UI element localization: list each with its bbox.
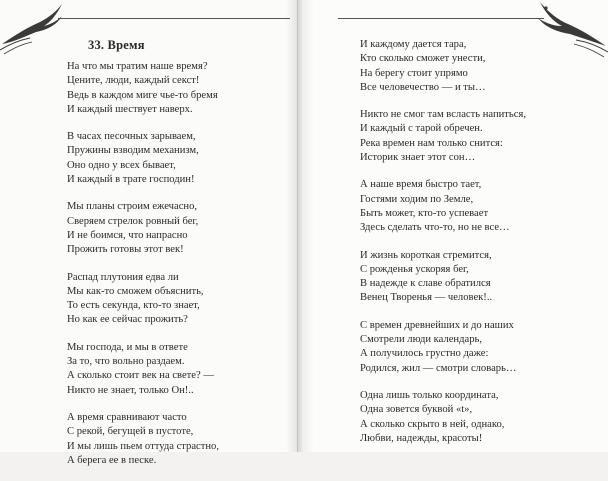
poem-line: Мы господа, и мы в ответе — [67, 341, 188, 353]
poem-line: А сколько скрыто в ней, однако, — [360, 418, 505, 430]
stanza — [67, 271, 219, 328]
poem-line: Пружины взводим механизм, — [67, 145, 199, 157]
poem-line: Никто не смог там всласть напиться, — [360, 109, 526, 121]
poem-line: И каждый в трате господин! — [67, 174, 195, 186]
poem-line: Гостями ходим по Земле, — [360, 193, 474, 205]
poem-line: Кто сколько сможет унести, — [360, 53, 486, 65]
poem-line: Прожить готовы этот век! — [67, 244, 184, 256]
poem-line: С рожденья ускоряя бег, — [360, 263, 469, 275]
poem-line: На что мы тратим наше время? — [67, 61, 208, 72]
poem-line: Одна лишь только координата, — [360, 389, 499, 401]
poem-line: Мы планы строим ежечасно, — [67, 201, 198, 213]
poem-line: Здесь сделать что-то, но не все… — [360, 222, 510, 234]
stanza — [360, 389, 526, 446]
swallow-ornament-left-icon — [0, 0, 64, 56]
stanza — [360, 108, 526, 165]
poem-line: Ведь в каждом миге чье-то бремя — [67, 89, 218, 101]
poem-line: В часах песочных зарываем, — [67, 131, 196, 143]
poem-line: И мы лишь пьем оттуда страстно, — [67, 440, 219, 452]
poem-line: А берега ее в песке. — [67, 454, 157, 466]
poem-line: Родился, жил — смотри словарь… — [360, 362, 517, 374]
poem-line: Оно одно у всех бывает, — [67, 159, 176, 171]
stanza — [360, 249, 526, 306]
poem-line: За то, что вольно раздаем. — [67, 356, 185, 368]
right-poem-column — [360, 38, 526, 459]
poem-line: И каждый с тарой обречен. — [360, 123, 483, 135]
poem-line: Историк знает этот сон… — [360, 152, 476, 164]
stanza — [360, 319, 526, 376]
stanza — [360, 178, 526, 235]
poem-line: Распад плутония едва ли — [67, 271, 179, 283]
stanza — [67, 411, 219, 468]
poem-line: Никто не знает, только Он!.. — [67, 384, 194, 396]
poem-line: Мы как-то сможем объяснить, — [67, 285, 204, 297]
poem-line: И каждому дается тара, — [360, 39, 467, 50]
poem-line: С рекой, бегущей в пустоте, — [67, 426, 194, 438]
left-header-rule — [58, 18, 290, 19]
poem-line: Река времен нам только снится: — [360, 137, 503, 149]
poem-line: Одна зовется буквой «t», — [360, 404, 473, 416]
poem-line: Смотрели люди календарь, — [360, 334, 482, 346]
poem-line: То есть секунда, кто-то знает, — [67, 300, 200, 312]
poem-line: Венец Творенья — человек!.. — [360, 292, 493, 304]
poem-line: А время сравнивают часто — [67, 411, 187, 423]
stanza — [360, 38, 526, 95]
poem-line: Любви, надежды, красоты! — [360, 432, 483, 444]
poem-line: На берегу стоит упрямо — [360, 67, 468, 79]
left-poem-column — [67, 60, 219, 481]
poem-line: Все человечество — и ты… — [360, 81, 486, 93]
poem-title: 33. Время — [88, 38, 145, 52]
stanza — [67, 60, 219, 117]
stanza — [67, 341, 219, 398]
poem-line: Быть может, кто-то успевает — [360, 207, 489, 219]
poem-line: И не боимся, что напрасно — [67, 229, 188, 241]
book-spine-shadow — [286, 0, 314, 452]
poem-line: И каждый шествует наверх. — [67, 103, 193, 115]
stanza — [67, 200, 219, 257]
poem-line: И жизнь короткая стремится, — [360, 249, 492, 261]
stanza — [67, 130, 219, 187]
poem-line: А наше время быстро тает, — [360, 179, 482, 191]
poem-line: Цените, люди, каждый секст! — [67, 75, 200, 87]
poem-line: А сколько стоит век на свете? — — [67, 370, 214, 382]
poem-line: С времен древнейших и до наших — [360, 319, 514, 331]
poem-line: А получилось грустно даже: — [360, 348, 489, 360]
poem-line: Но как ее сейчас прожить? — [67, 314, 188, 326]
poem-line: В надежде к славе обратился — [360, 278, 491, 290]
right-header-rule — [338, 18, 544, 19]
poem-line: Сверяем стрелок ровный бег, — [67, 215, 199, 227]
swallow-ornament-right-icon — [532, 0, 608, 58]
